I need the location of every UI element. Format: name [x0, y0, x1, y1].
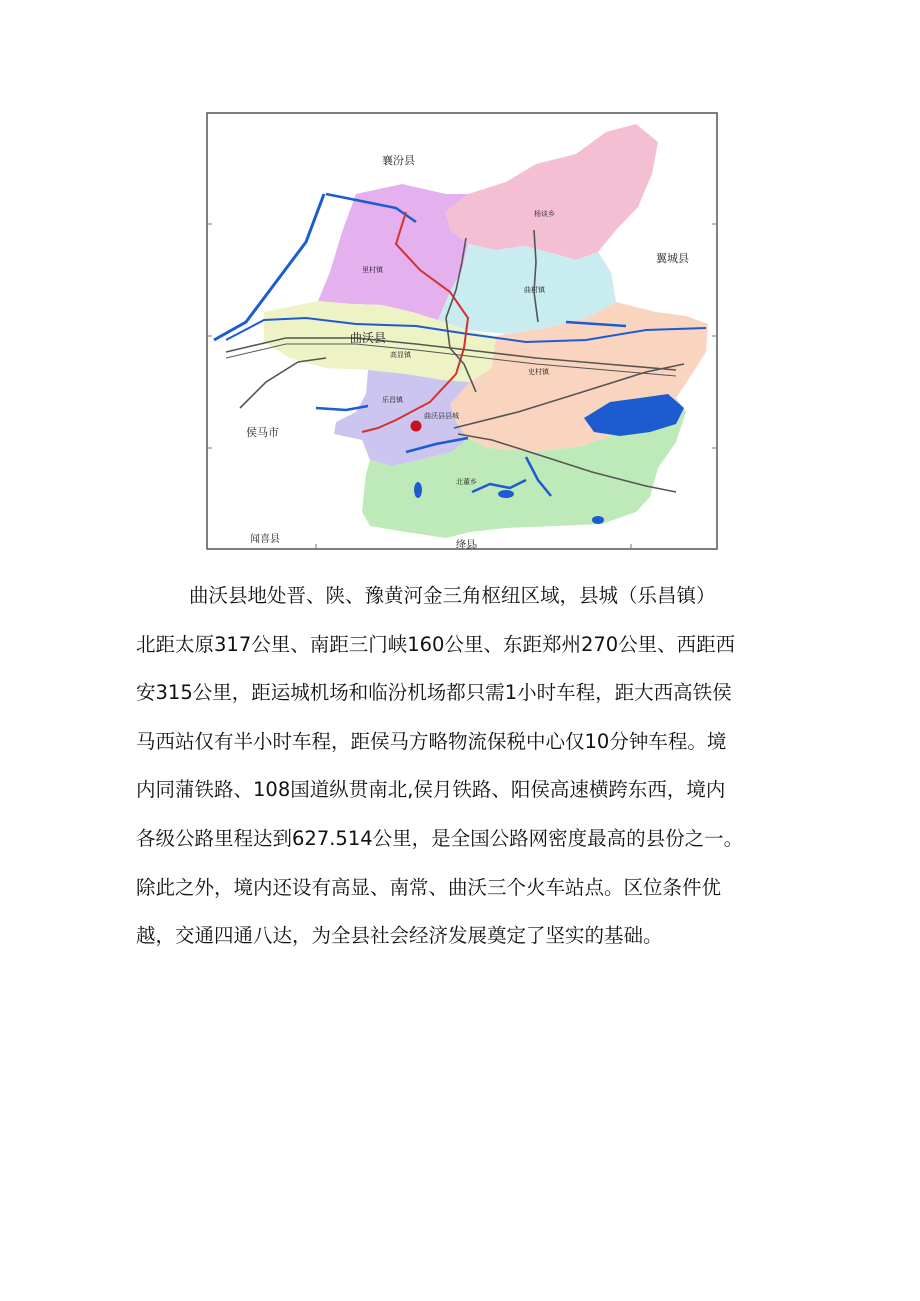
- label-houma: 侯马市: [246, 426, 279, 439]
- label-lizhen: 里村镇: [362, 266, 383, 274]
- paragraph-line: 除此之外，境内还设有高显、南常、曲沃三个火车站点。区位条件优: [136, 875, 722, 899]
- county-map-graphic: [206, 112, 718, 552]
- county-map: [206, 112, 718, 552]
- county-seat-marker: [411, 421, 422, 432]
- label-shicun: 史村镇: [528, 368, 549, 376]
- label-gaoxian: 高显镇: [390, 351, 411, 359]
- paragraph-line: 曲沃县地处晋、陕、豫黄河金三角枢纽区域，县城（乐昌镇）: [189, 584, 716, 607]
- label-county-seat: 曲沃县县城: [424, 412, 459, 420]
- label-yangtan: 杨谈乡: [534, 210, 555, 218]
- label-yicheng: 翼城县: [656, 252, 689, 265]
- paragraph-line: 马西站仅有半小时车程，距侯马方略物流保税中心仅10分钟车程。境: [136, 729, 727, 753]
- label-xiangfen: 襄汾县: [382, 154, 415, 167]
- label-quwo-county: 曲沃县: [350, 331, 387, 345]
- description-paragraph: [136, 572, 788, 961]
- paragraph-line: 各级公路里程达到627.514公里，是全国公路网密度最高的县份之一。: [136, 826, 744, 850]
- paragraph-line: 越，交通四通八达，为全县社会经济发展奠定了坚实的基础。: [136, 924, 663, 948]
- paragraph-line: 安315公里，距运城机场和临汾机场都只需1小时车程，距大西高铁侯: [136, 681, 732, 705]
- paragraph-line: 北距太原317公里、南距三门峡160公里、东距郑州270公里、西距西: [136, 632, 736, 656]
- label-beidong: 北董乡: [456, 478, 477, 486]
- label-wenxi: 闻喜县: [250, 534, 280, 545]
- label-jiangxian: 绛县: [456, 540, 476, 551]
- paragraph-line: 内同蒲铁路、108国道纵贯南北,侯月铁路、阳侯高速横跨东西，境内: [136, 778, 726, 802]
- label-lechang: 乐昌镇: [382, 396, 403, 404]
- label-qucun: 曲村镇: [524, 286, 545, 294]
